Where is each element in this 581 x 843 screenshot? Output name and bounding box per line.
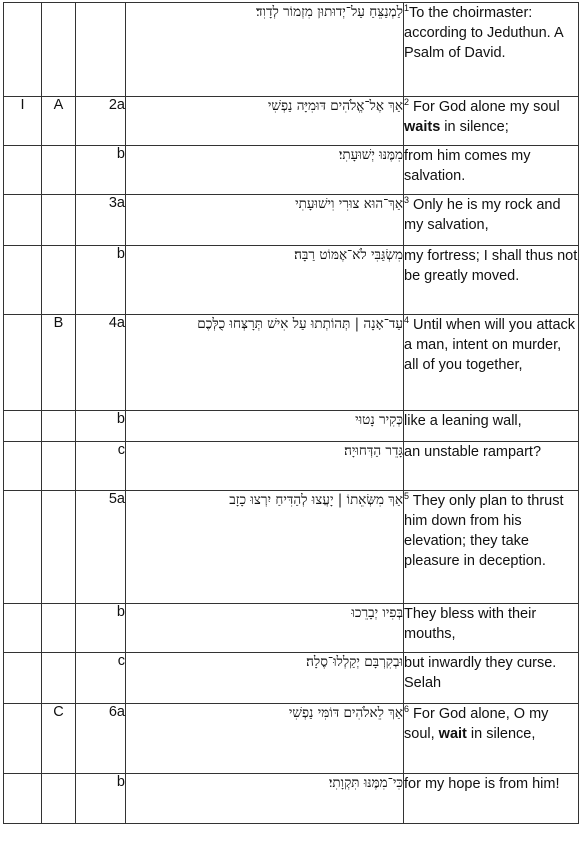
english-text [404, 195, 579, 246]
verse-cell: b [76, 774, 126, 824]
hebrew-text: אַךְ אֶל־אֱלֹהִים דּוּמִיָּה נַפְשִׁי [126, 97, 404, 146]
psalm-row [4, 442, 579, 491]
section-cell [4, 411, 42, 442]
english-segment: in silence, [466, 726, 536, 742]
strophe-cell [42, 411, 76, 442]
verse-cell: 4a [76, 315, 126, 411]
psalm-row [4, 195, 579, 246]
english-text [404, 315, 579, 411]
strophe-cell: C [42, 704, 76, 774]
section-cell [4, 774, 42, 824]
verse-cell: b [76, 604, 126, 653]
psalm-row [4, 604, 579, 653]
english-segment: my fortress; I shall thus not be greatly moved. [404, 248, 578, 284]
section-cell [4, 491, 42, 604]
strophe-cell [42, 604, 76, 653]
psalm-row [4, 491, 579, 604]
english-segment: but inwardly they curse. Selah [404, 655, 557, 691]
section-cell [4, 315, 42, 411]
english-segment: like a leaning wall, [404, 413, 522, 429]
english-text [404, 3, 579, 97]
hebrew-text: גָּדֵר הַדְּחוּיָה׃ [126, 442, 404, 491]
strophe-cell [42, 491, 76, 604]
english-segment: Until when will you attack a man, intent on murder, all of you together, [404, 317, 576, 373]
english-text [404, 97, 579, 146]
psalm-row [4, 246, 579, 315]
verse-cell: 2a [76, 97, 126, 146]
hebrew-text: אַךְ מִשְּׂאֵתוֹ | יָעֲצוּ לְהַדִּיחַ יִרְצוּ כָזָב [126, 491, 404, 604]
hebrew-text: עַד־אָנָה | תְּהוֹתְתוּ עַל אִישׁ תְּרָצְּחוּ כֻלְּכֶם [126, 315, 404, 411]
hebrew-text: לַמְנַצֵּחַ עַל־יְדוּתוּן מִזְמוֹר לְדָוִד׃ [126, 3, 404, 97]
english-text [404, 146, 579, 195]
english-segment: Only he is my rock and my salvation, [404, 197, 561, 233]
strophe-cell [42, 653, 76, 704]
hebrew-text: וּבְקִרְבָּם יְקַלְלוּ־סֶלָה׃ [126, 653, 404, 704]
section-cell [4, 604, 42, 653]
hebrew-text: מִמֶּנּוּ יְשׁוּעָתִי׃ [126, 146, 404, 195]
psalm-table [3, 2, 579, 824]
english-segment: from him comes my salvation. [404, 148, 531, 184]
strophe-cell: A [42, 97, 76, 146]
english-segment: For God alone, O my soul, [404, 706, 549, 742]
strophe-cell [42, 195, 76, 246]
strophe-cell [42, 774, 76, 824]
verse-number: 4 [404, 315, 410, 326]
english-segment: for my hope is from him! [404, 776, 560, 792]
strophe-cell [42, 146, 76, 195]
psalm-row [4, 146, 579, 195]
section-cell [4, 653, 42, 704]
psalm-row [4, 315, 579, 411]
emphasis-text: waits [404, 119, 441, 135]
section-cell [4, 246, 42, 315]
english-text [404, 653, 579, 704]
section-cell [4, 146, 42, 195]
section-cell [4, 442, 42, 491]
verse-number: 6 [404, 704, 410, 715]
strophe-cell: B [42, 315, 76, 411]
hebrew-text: מִשְׂגַּבִּי לֹא־אֶמּוֹט רַבָּה׃ [126, 246, 404, 315]
verse-cell: c [76, 442, 126, 491]
verse-cell: 3a [76, 195, 126, 246]
verse-cell: 5a [76, 491, 126, 604]
psalm-row [4, 653, 579, 704]
emphasis-text: wait [438, 726, 467, 742]
section-cell: I [4, 97, 42, 146]
verse-number: 5 [404, 491, 410, 502]
hebrew-text: אַךְ לֵאלֹהִים דּוֹמִּי נַפְשִׁי [126, 704, 404, 774]
hebrew-text: אַךְ־הוּא צוּרִי וִישׁוּעָתִי [126, 195, 404, 246]
english-segment: They only plan to thrust him down from his elevation; they take pleasure in deception. [404, 493, 564, 569]
section-cell [4, 704, 42, 774]
hebrew-text: כִּי־מִמֶּנּוּ תִּקְוָתִי׃ [126, 774, 404, 824]
psalm-row [4, 704, 579, 774]
english-text [404, 491, 579, 604]
english-text [404, 442, 579, 491]
verse-cell: b [76, 246, 126, 315]
english-text [404, 604, 579, 653]
hebrew-text: בְּפִיו יְבָרֵכוּ [126, 604, 404, 653]
verse-cell: b [76, 411, 126, 442]
verse-number: 3 [404, 195, 410, 206]
english-segment: in silence; [440, 119, 509, 135]
strophe-cell [42, 442, 76, 491]
english-segment: To the choirmaster: according to Jeduthun. A Psalm of David. [404, 5, 563, 61]
verse-number: 1 [404, 3, 410, 14]
psalm-row [4, 411, 579, 442]
section-cell [4, 195, 42, 246]
english-segment: an unstable rampart? [404, 444, 542, 460]
english-text [404, 774, 579, 824]
english-text [404, 411, 579, 442]
english-segment: They bless with their mouths, [404, 606, 537, 642]
psalm-row [4, 3, 579, 97]
verse-cell [76, 3, 126, 97]
verse-cell: c [76, 653, 126, 704]
strophe-cell [42, 246, 76, 315]
strophe-cell [42, 3, 76, 97]
english-segment: For God alone my soul [409, 99, 560, 115]
english-text [404, 704, 579, 774]
psalm-row [4, 774, 579, 824]
psalm-row [4, 97, 579, 146]
verse-cell: 6a [76, 704, 126, 774]
verse-cell: b [76, 146, 126, 195]
psalm-table-body [4, 3, 579, 824]
hebrew-text: כְּקִיר נָטוּי [126, 411, 404, 442]
english-text [404, 246, 579, 315]
verse-number: 2 [404, 97, 410, 108]
section-cell [4, 3, 42, 97]
